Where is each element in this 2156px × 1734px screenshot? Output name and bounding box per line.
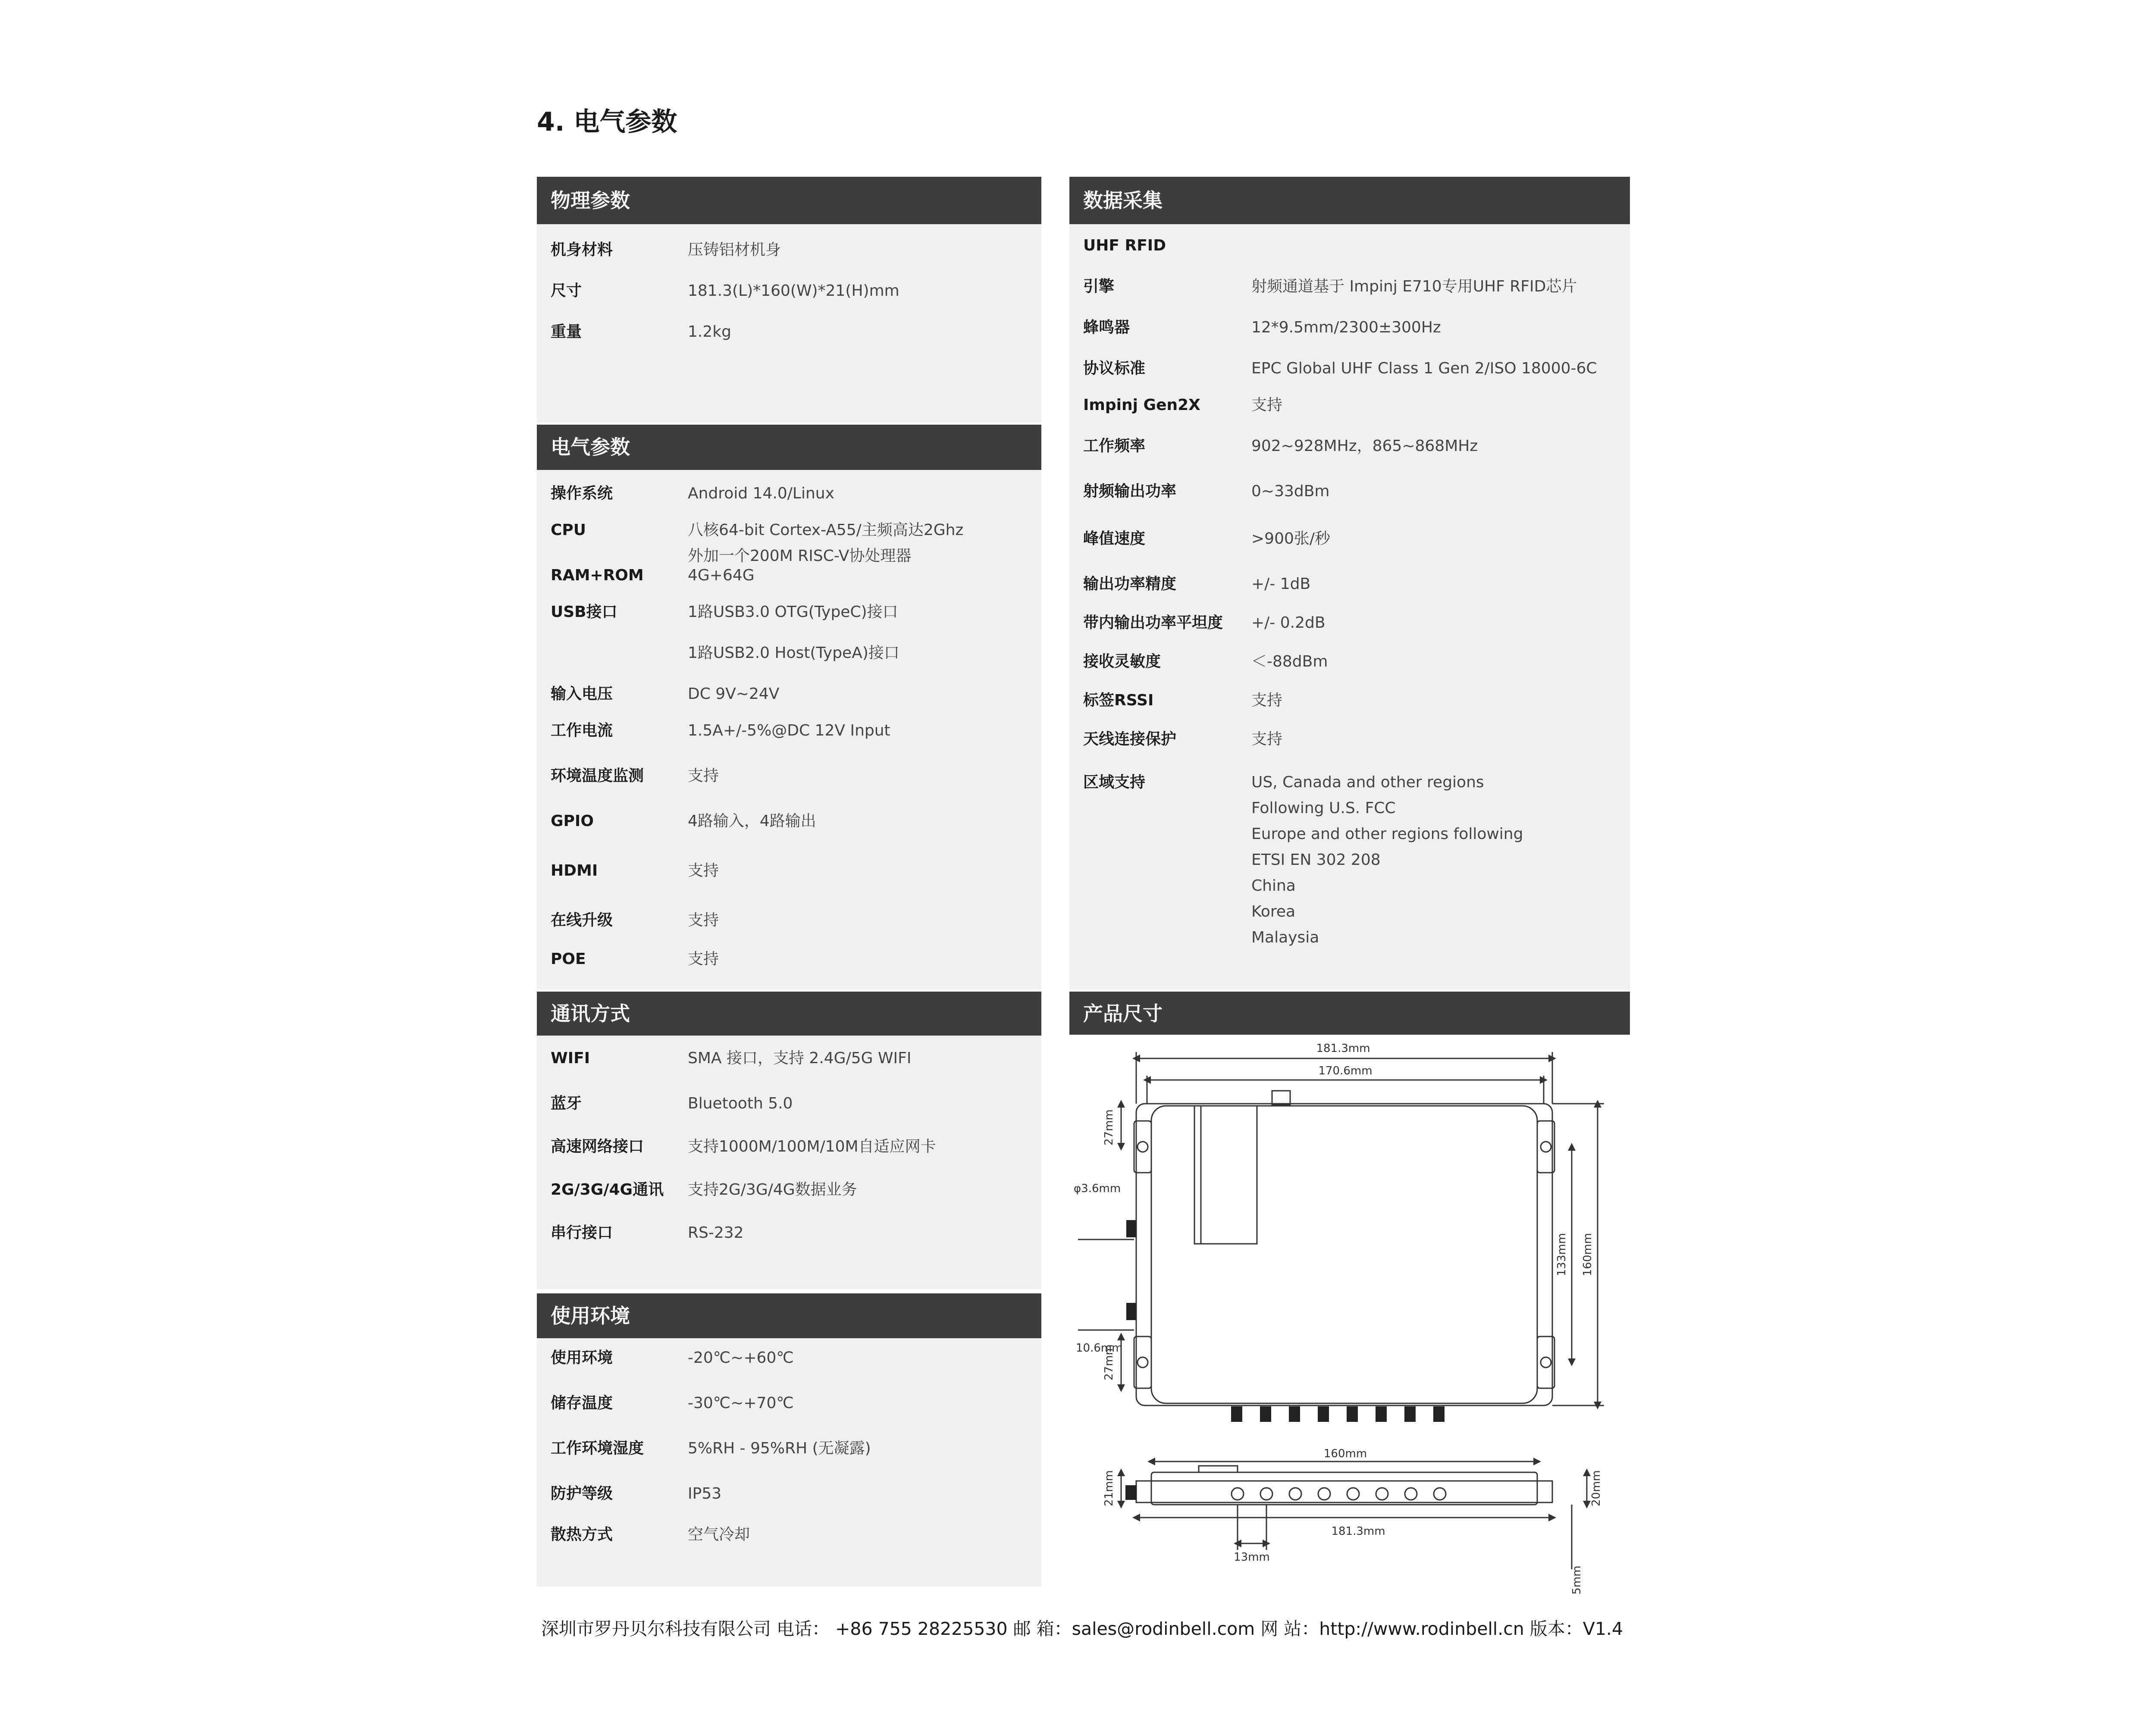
param-value: 4G+64G (688, 567, 755, 584)
param-label: Impinj Gen2X (1083, 396, 1200, 414)
param-label: CPU (551, 521, 586, 539)
environment-panel (537, 1293, 1041, 1587)
param-value: 1路USB2.0 Host(TypeA)接口 (688, 644, 899, 662)
param-value: RS-232 (688, 1224, 744, 1242)
param-value: 902~928MHz，865~868MHz (1251, 437, 1478, 455)
param-label: 防护等级 (551, 1485, 613, 1502)
param-value: 支持 (688, 767, 719, 785)
param-label: HDMI (551, 862, 598, 880)
param-label: 蓝牙 (551, 1095, 582, 1112)
param-label: 峰值速度 (1083, 530, 1146, 548)
dim-inner-length: 170.6mm (1318, 1064, 1373, 1077)
environment-header: 使用环境 (537, 1293, 1041, 1338)
param-value: 1.5A+/-5%@DC 12V Input (688, 722, 890, 739)
param-value: ＜-88dBm (1251, 653, 1328, 670)
param-value: Android 14.0/Linux (688, 485, 834, 502)
param-value: DC 9V~24V (688, 685, 780, 703)
dim-full-height: 160mm (1581, 1233, 1594, 1277)
param-label: WIFI (551, 1049, 590, 1067)
electrical-params-panel (537, 425, 1041, 989)
param-label: 储存温度 (551, 1394, 613, 1412)
param-value: +/- 0.2dB (1251, 614, 1326, 632)
param-label: 输出功率精度 (1083, 575, 1177, 593)
dim-top-offset: 27mm (1103, 1109, 1116, 1146)
param-value: SMA 接口，支持 2.4G/5G WIFI (688, 1049, 912, 1067)
param-value: US, Canada and other regions Following U.S. FCC Europe and other regions following ETSI EN 302 208 China Korea Malaysia (1251, 773, 1523, 946)
param-label: 操作系统 (551, 485, 613, 502)
electrical-params-header: 电气参数 (537, 425, 1041, 470)
param-value: -30℃~+70℃ (688, 1394, 794, 1412)
param-value: 5%RH - 95%RH (无凝露) (688, 1440, 871, 1457)
param-label: GPIO (551, 812, 594, 830)
dim-top-length: 181.3mm (1316, 1042, 1370, 1055)
param-label: POE (551, 950, 586, 968)
param-label: 蜂鸣器 (1083, 319, 1130, 336)
param-label: 重量 (551, 323, 582, 341)
param-label: 高速网络接口 (551, 1138, 644, 1155)
dimensions-header: 产品尺寸 (1069, 992, 1630, 1036)
dim-side-height: 20mm (1590, 1470, 1603, 1506)
dim-side-offset: 10.6mm (1076, 1342, 1123, 1355)
data-collection-panel (1069, 177, 1630, 989)
param-value: +/- 1dB (1251, 575, 1311, 593)
param-value: 支持2G/3G/4G数据业务 (688, 1181, 857, 1199)
param-value: IP53 (688, 1485, 722, 1502)
dimensions-panel (1069, 992, 1630, 1036)
param-label: 环境温度监测 (551, 767, 644, 785)
param-label: 工作频率 (1083, 437, 1146, 455)
param-value: 1.2kg (688, 323, 731, 341)
dimension-drawing-svg (1069, 1035, 1630, 1595)
param-label: 射频输出功率 (1083, 482, 1177, 500)
dim-hole: φ3.6mm (1074, 1182, 1121, 1195)
param-label: 串行接口 (551, 1224, 613, 1242)
param-value: 支持 (1251, 396, 1283, 414)
param-label: 协议标准 (1083, 360, 1146, 377)
data-collection-header: 数据采集 (1069, 177, 1630, 224)
dim-side-thickness: 21mm (1103, 1470, 1116, 1506)
param-value: 射频通道基于 Impinj E710专用UHF RFID芯片 (1251, 278, 1577, 295)
param-label: 尺寸 (551, 282, 582, 300)
param-value: 0~33dBm (1251, 482, 1330, 500)
page-title: 4. 电气参数 (537, 107, 677, 137)
communication-header: 通讯方式 (537, 992, 1041, 1036)
param-value: 4路输入，4路输出 (688, 812, 816, 830)
param-label: USB接口 (551, 603, 617, 621)
param-value: 支持1000M/100M/10M自适应网卡 (688, 1138, 936, 1155)
param-value: Bluetooth 5.0 (688, 1095, 793, 1112)
dim-bottom-offset: 27mm (1103, 1344, 1116, 1380)
param-value: 压铸铝材机身 (688, 241, 781, 259)
dim-side-length: 181.3mm (1331, 1525, 1385, 1538)
param-label: 工作环境湿度 (551, 1440, 644, 1457)
param-label: 输入电压 (551, 685, 613, 703)
param-value: 八核64-bit Cortex-A55/主频高达2Ghz 外加一个200M RISC-V协处理器 (688, 521, 964, 565)
param-label: 天线连接保护 (1083, 730, 1177, 748)
dim-side-foot: 5mm (1570, 1565, 1583, 1595)
param-value: 12*9.5mm/2300±300Hz (1251, 319, 1441, 336)
param-label: 标签RSSI (1083, 692, 1154, 709)
param-label: 在线升级 (551, 911, 613, 929)
param-value: 支持 (1251, 692, 1283, 709)
param-label: 区域支持 (1083, 773, 1146, 791)
param-label: 使用环境 (551, 1349, 613, 1367)
param-label: 接收灵敏度 (1083, 653, 1161, 670)
param-label: 2G/3G/4G通讯 (551, 1181, 664, 1199)
dim-side-width: 160mm (1323, 1447, 1367, 1460)
param-value: 支持 (688, 911, 719, 929)
param-value: 支持 (688, 862, 719, 880)
dim-side-gap: 13mm (1234, 1551, 1270, 1564)
param-value: 支持 (688, 950, 719, 968)
param-label: RAM+ROM (551, 567, 644, 584)
param-value: EPC Global UHF Class 1 Gen 2/ISO 18000-6C (1251, 360, 1597, 377)
footer-contact: 深圳市罗丹贝尔科技有限公司 电话： +86 755 28225530 邮 箱：sales@rodinbell.com 网 站：http://www.rodinbell.cn 版本：V1.4 (541, 1618, 1623, 1639)
param-value: 181.3(L)*160(W)*21(H)mm (688, 282, 899, 300)
param-value: 1路USB3.0 OTG(TypeC)接口 (688, 603, 898, 621)
param-label: 工作电流 (551, 722, 613, 739)
param-label: 引擎 (1083, 278, 1115, 295)
communication-panel (537, 992, 1041, 1289)
param-value: >900张/秒 (1251, 530, 1331, 548)
physical-params-header: 物理参数 (537, 177, 1041, 224)
param-label: 机身材料 (551, 241, 613, 259)
param-label: UHF RFID (1083, 237, 1166, 254)
param-value: 支持 (1251, 730, 1283, 748)
dim-inner-height: 133mm (1555, 1233, 1568, 1277)
dimension-drawing (1069, 1035, 1630, 1595)
param-value: 空气冷却 (688, 1526, 750, 1543)
param-value: -20℃~+60℃ (688, 1349, 794, 1367)
param-label: 带内输出功率平坦度 (1083, 614, 1223, 632)
physical-params-panel (537, 177, 1041, 423)
param-label: 散热方式 (551, 1526, 613, 1543)
